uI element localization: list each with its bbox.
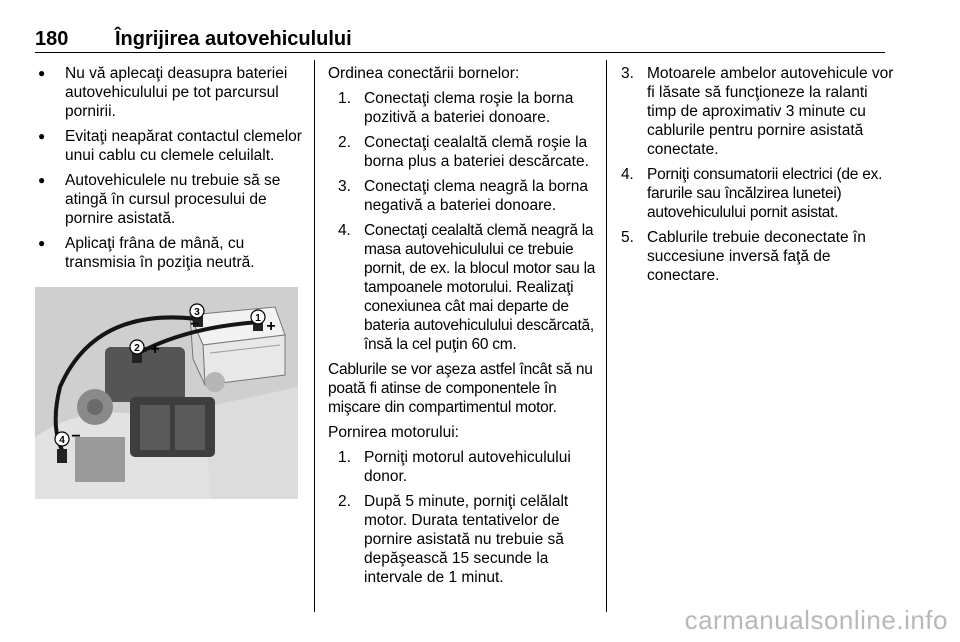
step-text: Porniţi motorul autovehiculului donor. <box>364 449 571 485</box>
step-number: 2. <box>338 493 351 510</box>
plus-sign: + <box>150 341 160 358</box>
step-text: Conectaţi cealaltă clemă roşie la borna plus a bateriei descărcate. <box>364 134 589 170</box>
step-text: După 5 minute, porniţi celălalt motor. Durata tentativelor de pornire asistată nu trebuie să depăşească 15 secunde la intervale de 1 minut. <box>364 493 569 586</box>
step-number: 3. <box>338 178 351 195</box>
bullet-item: ● Aplicaţi frâna de mână, cu transmisia în poziţia neutră. <box>35 234 307 272</box>
engine-bay-illustration <box>35 287 298 499</box>
step-item <box>621 228 896 285</box>
column-middle <box>328 64 596 593</box>
bullet-item: ● Evitaţi neapărat contactul clemelor unui cablu cu clemele celuilalt. <box>35 127 307 165</box>
step-number: 2. <box>338 134 351 151</box>
plus-sign: + <box>266 318 276 335</box>
engine-start-heading: Pornirea motorului: <box>328 424 459 441</box>
minus-sign: − <box>190 316 200 333</box>
step-text: Motoarele ambelor autovehicule vor fi lăsate să funcţioneze la ralanti timp de aproximativ 3 minute cu cablurile pentru pornire asistată conectate. <box>647 65 894 158</box>
step-number: 3. <box>621 65 634 82</box>
step-text: Conectaţi clema roşie la borna pozitivă a bateriei donoare. <box>364 90 574 126</box>
cable-routing-note: Cablurile se vor aşeza astfel încât să nu poată fi atinse de componentele în mişcare din compartimentul motor. <box>328 361 593 416</box>
callout-label: 3 <box>194 307 200 318</box>
step-text: Porniţi consumatorii electrici (de ex. farurile sau încălzirea lunetei) autovehiculului pornit asistat. <box>647 166 883 221</box>
engine-start-steps <box>328 448 596 587</box>
step-text: Cablurile trebuie deconectate în succesiune inversă faţă de conectare. <box>647 229 866 284</box>
jump-start-figure <box>35 287 298 499</box>
bullet-item: ● Nu vă aplecaţi deasupra bateriei autovehiculului pe tot parcursul pornirii. <box>35 64 307 121</box>
step-item <box>621 165 896 222</box>
page-title: Îngrijirea autovehiculului <box>115 28 352 50</box>
column-divider-1 <box>314 60 315 612</box>
step-item <box>338 221 596 354</box>
column-divider-2 <box>606 60 607 612</box>
step-number: 1. <box>338 449 351 466</box>
step-item <box>338 448 596 486</box>
connection-steps <box>328 89 596 354</box>
step-item <box>338 89 596 127</box>
callout-label: 2 <box>134 343 140 354</box>
bullet-item: ● Autovehiculele nu trebuie să se atingă în cursul procesului de pornire asistată. <box>35 171 307 228</box>
callout-label: 1 <box>255 313 261 324</box>
step-number: 4. <box>621 166 634 183</box>
step-item <box>621 64 896 159</box>
step-number: 5. <box>621 229 634 246</box>
step-item <box>338 177 596 215</box>
callout-label: 4 <box>59 435 65 446</box>
minus-sign: − <box>71 428 81 445</box>
page-number: 180 <box>35 28 69 50</box>
step-item <box>338 133 596 171</box>
clamp-4 <box>57 449 67 463</box>
safety-bullet-list <box>35 64 307 272</box>
step-number: 4. <box>338 222 351 239</box>
column-left <box>35 64 307 278</box>
header-rule <box>35 52 885 53</box>
step-item <box>338 492 596 587</box>
step-number: 1. <box>338 90 351 107</box>
page-header <box>35 28 885 52</box>
watermark: carmanualsonline.info <box>684 605 948 635</box>
connection-order-heading: Ordinea conectării bornelor: <box>328 65 520 82</box>
engine-start-steps-continued <box>621 64 896 285</box>
step-text: Conectaţi clema neagră la borna negativă a bateriei donoare. <box>364 178 589 214</box>
step-text: Conectaţi cealaltă clemă neagră la masa autovehiculului ce trebuie pornit, de ex. la blocul motor sau la tampoanele motorului. Realizaţi conexiunea cât mai departe de bateria autovehiculului descărcată, însă la cel puţin 60 cm. <box>364 222 596 353</box>
column-right <box>621 64 896 291</box>
